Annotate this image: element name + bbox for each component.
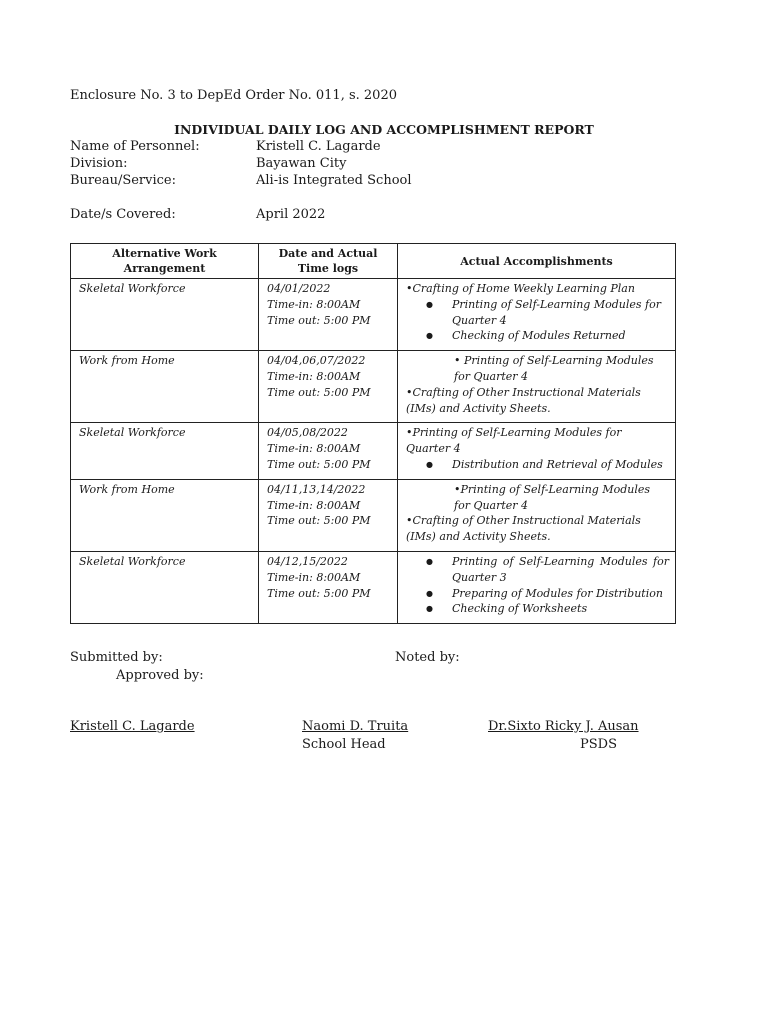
accomplishments-cell: [398, 423, 676, 479]
arrangement-cell: Work from Home: [71, 479, 259, 551]
accomplishment-item: •Crafting of Other Instructional Materials (IMs) and Activity Sheets.: [406, 385, 641, 415]
time-out-text: Time out: 5:00 PM: [267, 586, 371, 600]
header-date-time: Date and Actual Time logs: [259, 244, 398, 279]
accomplishment-item: • Printing of Self-Learning Modules for Quarter 4: [454, 354, 654, 383]
date-time-cell: [259, 351, 398, 423]
date-time-cell: [259, 279, 398, 351]
bureau-value: Ali-is Integrated School: [256, 173, 412, 188]
time-in-text: Time-in: 8:00AM: [267, 442, 361, 456]
time-in-text: Time-in: 8:00AM: [267, 498, 361, 512]
accomplishment-bullet: ● Distribution and Retrieval of Modules: [406, 457, 669, 473]
date-time-cell: [259, 423, 398, 479]
accomplishment-bullet: ● Checking of Worksheets: [406, 601, 669, 617]
date-text: 04/04,06,07/2022: [267, 354, 366, 368]
signatory-psds-name: Dr.Sixto Ricky J. Ausan: [488, 719, 639, 734]
submitted-by-label: Submitted by:: [70, 650, 163, 665]
accomplishment-bullet: ● Printing of Self-Learning Modules for Quarter 4: [406, 297, 669, 329]
bureau-label: Bureau/Service:: [70, 173, 177, 188]
accomplishment-bullet: ● Checking of Modules Returned: [406, 328, 669, 344]
arrangement-cell: Skeletal Workforce: [71, 279, 259, 351]
accomplishments-cell: [398, 479, 676, 551]
time-out-text: Time out: 5:00 PM: [267, 457, 371, 471]
accomplishment-list: [406, 554, 669, 617]
arrangement-cell: Skeletal Workforce: [71, 551, 259, 623]
time-in-text: Time-in: 8:00AM: [267, 297, 361, 311]
report-title: INDIVIDUAL DAILY LOG AND ACCOMPLISHMENT REPORT: [174, 122, 594, 137]
approved-by-label: Approved by:: [116, 668, 204, 683]
dates-covered-value: April 2022: [256, 207, 326, 222]
time-out-text: Time out: 5:00 PM: [267, 514, 371, 528]
accomplishment-item: •Crafting of Other Instructional Materials (IMs) and Activity Sheets.: [406, 514, 641, 544]
personnel-label: Name of Personnel:: [70, 139, 200, 154]
date-time-cell: [259, 479, 398, 551]
dates-covered-label: Date/s Covered:: [70, 207, 176, 222]
daily-log-table: [70, 243, 676, 624]
table-row: [71, 423, 676, 479]
signatory-personnel-name: Kristell C. Lagarde: [70, 719, 195, 734]
division-value: Bayawan City: [256, 156, 347, 171]
accomplishments-cell: [398, 351, 676, 423]
personnel-value: Kristell C. Lagarde: [256, 139, 381, 154]
accomplishment-bullet: ● Printing of Self-Learning Modules for Quarter 3: [406, 554, 669, 586]
enclosure-line: Enclosure No. 3 to DepEd Order No. 011, s. 2020: [70, 88, 397, 103]
table-row: [71, 279, 676, 351]
accomplishment-list: [406, 457, 669, 473]
time-out-text: Time out: 5:00 PM: [267, 313, 371, 327]
header-accomplishments: Actual Accomplishments: [398, 244, 676, 279]
arrangement-cell: Skeletal Workforce: [71, 423, 259, 479]
division-label: Division:: [70, 156, 128, 171]
date-text: 04/01/2022: [267, 282, 331, 295]
table-header-row: [71, 244, 676, 279]
time-in-text: Time-in: 8:00AM: [267, 570, 361, 584]
arrangement-cell: Work from Home: [71, 351, 259, 423]
date-time-cell: [259, 551, 398, 623]
header-arrangement: Alternative Work Arrangement: [71, 244, 259, 279]
signatory-school-head-title: School Head: [302, 737, 386, 752]
table-row: [71, 479, 676, 551]
signatory-school-head-name: Naomi D. Truita: [302, 719, 409, 734]
accomplishments-cell: [398, 551, 676, 623]
time-out-text: Time out: 5:00 PM: [267, 385, 371, 399]
accomplishment-bullet: ● Preparing of Modules for Distribution: [406, 586, 669, 602]
time-in-text: Time-in: 8:00AM: [267, 369, 361, 383]
accomplishment-list: [406, 297, 669, 344]
date-text: 04/12,15/2022: [267, 554, 348, 568]
signatory-psds-title: PSDS: [580, 737, 617, 752]
date-text: 04/05,08/2022: [267, 426, 348, 440]
table-row: [71, 551, 676, 623]
accomplishment-item: •Printing of Self-Learning Modules for Quarter 4: [454, 482, 651, 512]
date-text: 04/11,13,14/2022: [267, 482, 366, 496]
accomplishment-item: •Crafting of Home Weekly Learning Plan: [406, 282, 635, 295]
accomplishments-cell: [398, 279, 676, 351]
table-row: [71, 351, 676, 423]
accomplishment-item: •Printing of Self-Learning Modules for Quarter 4: [406, 426, 622, 456]
noted-by-label: Noted by:: [395, 650, 460, 665]
